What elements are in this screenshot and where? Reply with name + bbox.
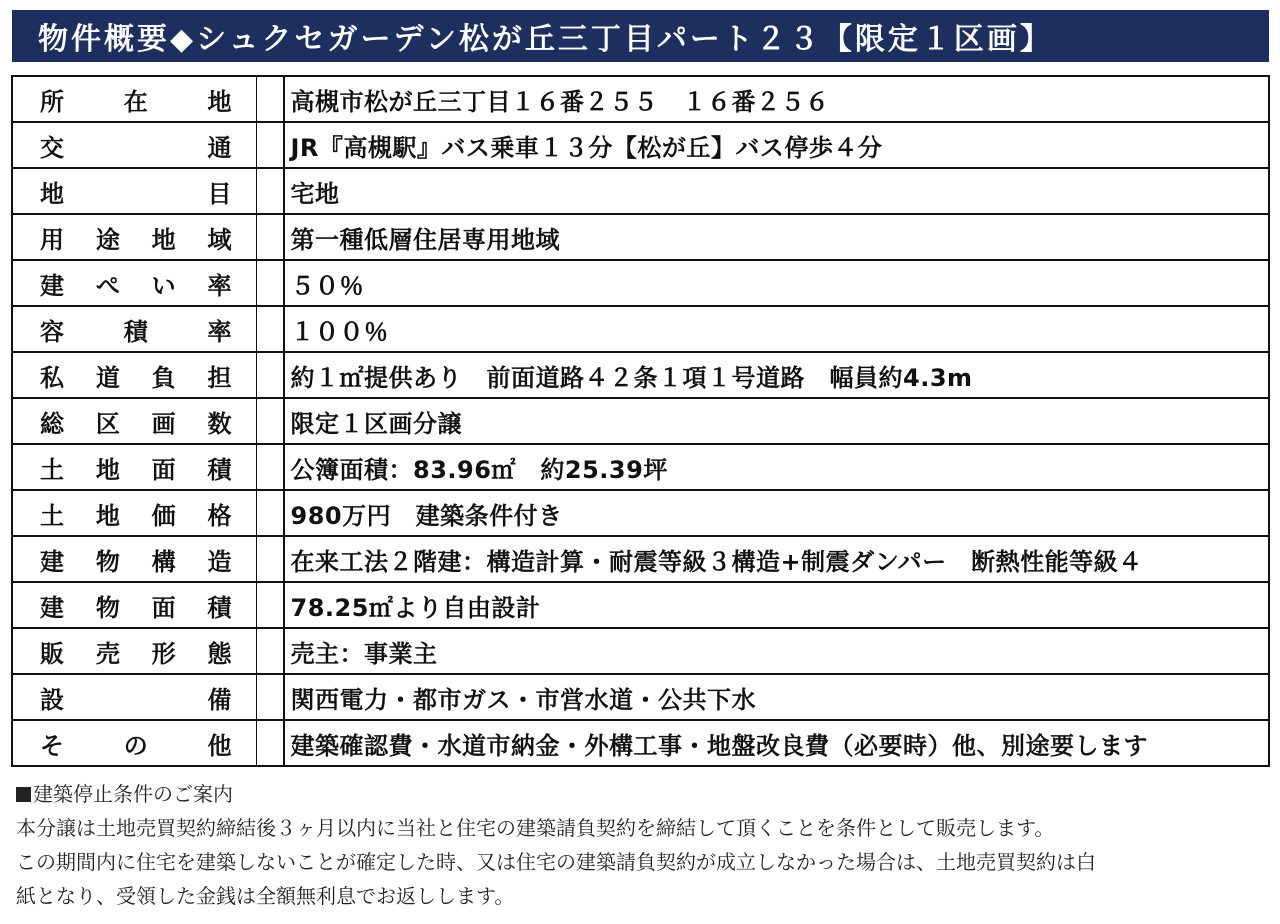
row-label-char: 所 — [40, 87, 64, 116]
row-label-cell — [12, 352, 256, 398]
table-row — [12, 398, 1269, 444]
row-label-char: 容 — [40, 317, 64, 346]
row-value: 建築確認費・水道市納金・外構工事・地盤改良費（必要時）他、別途要します — [290, 731, 1148, 760]
notes-line: 本分譲は土地売買契約締結後３ヶ月以内に当社と住宅の建築請負契約を締結して頂くことを条件として販売します。 — [16, 816, 1055, 840]
row-value: 980万円 建築条件付き — [284, 490, 1270, 536]
row-spacer-cell — [256, 352, 284, 398]
row-label-cell — [12, 536, 256, 582]
table-row — [12, 628, 1269, 674]
row-spacer-cell — [256, 398, 284, 444]
row-label-char: 道 — [95, 363, 120, 392]
row-label-char: 数 — [207, 409, 232, 438]
row-label — [40, 450, 232, 485]
row-value: 高槻市松が丘三丁目１６番２５５ １６番２５６ — [284, 76, 1270, 122]
row-value: 宅地 — [284, 168, 1270, 214]
row-label-char: 負 — [151, 363, 176, 392]
row-label-cell — [12, 444, 256, 490]
row-label-char: 区 — [95, 409, 120, 438]
row-label-cell — [12, 490, 256, 536]
row-label-char: 販 — [40, 639, 64, 668]
row-value: 関西電力・都市ガス・市営水道・公共下水 — [284, 674, 1270, 720]
row-label — [40, 358, 232, 393]
row-label-char: 域 — [207, 225, 232, 254]
row-label-char: 地 — [151, 225, 176, 254]
row-value: ５０％ — [284, 260, 1270, 306]
row-label-cell — [12, 398, 256, 444]
row-label-cell — [12, 674, 256, 720]
row-label-char: 地 — [95, 501, 120, 530]
row-label-char: 交 — [40, 133, 64, 162]
row-label-char: 地 — [40, 179, 64, 208]
row-label-char: 私 — [40, 363, 64, 392]
row-label — [40, 266, 232, 301]
row-label-char: 通 — [207, 133, 232, 162]
row-spacer-cell — [256, 214, 284, 260]
row-label-char: 率 — [207, 317, 232, 346]
row-label-char: 積 — [207, 593, 232, 622]
row-label-char: 画 — [151, 409, 176, 438]
row-spacer-cell — [256, 122, 284, 168]
row-label-char: の — [123, 731, 148, 760]
row-label-cell — [12, 720, 256, 766]
row-label-cell — [12, 260, 256, 306]
row-label-char: 売 — [95, 639, 120, 668]
row-label-cell — [12, 214, 256, 260]
row-value: 第一種低層住居専用地域 — [284, 214, 1270, 260]
row-label-char: 物 — [95, 547, 120, 576]
row-value: １００％ — [284, 306, 1270, 352]
notes-heading — [16, 777, 1266, 811]
table-row — [12, 352, 1269, 398]
row-label-char: 積 — [123, 317, 148, 346]
row-label-char: 担 — [207, 363, 232, 392]
row-label — [40, 588, 232, 623]
table-row — [12, 536, 1269, 582]
table-row — [12, 306, 1269, 352]
row-label-char: 造 — [207, 547, 232, 576]
row-label-char: い — [151, 271, 176, 300]
table-row — [12, 214, 1269, 260]
row-label-char: 地 — [207, 87, 232, 116]
row-spacer-cell — [256, 674, 284, 720]
row-spacer-cell — [256, 168, 284, 214]
property-summary-table — [11, 75, 1270, 767]
row-label-char: 建 — [40, 547, 64, 576]
table-row — [12, 720, 1269, 766]
row-label — [40, 680, 232, 715]
row-value: 売主：事業主 — [284, 628, 1270, 674]
row-value: 限定１区画分譲 — [284, 398, 1270, 444]
row-label-char: 形 — [151, 639, 176, 668]
table-row — [12, 76, 1269, 122]
table-row — [12, 122, 1269, 168]
notes-heading-text: 建築停止条件のご案内 — [33, 782, 233, 806]
row-spacer-cell — [256, 720, 284, 766]
row-label — [40, 128, 232, 163]
row-label — [40, 634, 232, 669]
row-label-char: 他 — [207, 731, 232, 760]
notes-line: 紙となり、受領した金銭は全額無利息でお返しします。 — [16, 884, 515, 908]
table-row — [12, 490, 1269, 536]
row-label-char: 目 — [207, 179, 232, 208]
row-label-char: 建 — [40, 593, 64, 622]
building-condition-notes — [16, 777, 1266, 913]
row-spacer-cell — [256, 536, 284, 582]
row-label-char: ぺ — [95, 271, 120, 300]
row-label-char: 率 — [207, 271, 232, 300]
row-label-cell — [12, 582, 256, 628]
row-label-char: 格 — [207, 501, 232, 530]
row-label-cell — [12, 168, 256, 214]
row-spacer-cell — [256, 490, 284, 536]
row-label-char: 価 — [151, 501, 176, 530]
table-row — [12, 674, 1269, 720]
table-row — [12, 260, 1269, 306]
row-spacer-cell — [256, 582, 284, 628]
row-label — [40, 312, 232, 347]
row-spacer-cell — [256, 628, 284, 674]
row-label-char: 総 — [40, 409, 64, 438]
property-summary-rows — [12, 76, 1269, 766]
row-value: 公簿面積：83.96㎡ 約25.39坪 — [284, 444, 1270, 490]
row-label-char: 途 — [95, 225, 120, 254]
row-label-char: 積 — [207, 455, 232, 484]
row-spacer-cell — [256, 306, 284, 352]
row-label — [40, 404, 232, 439]
row-value: 在来工法２階建：構造計算・耐震等級３構造+制震ダンパー 断熱性能等級４ — [284, 536, 1270, 582]
row-label-char: 土 — [40, 455, 64, 484]
table-row — [12, 582, 1269, 628]
row-label-cell — [12, 122, 256, 168]
black-square-icon — [16, 787, 31, 802]
row-label — [40, 82, 232, 117]
row-label-char: 態 — [207, 639, 232, 668]
row-label-char: 建 — [40, 271, 64, 300]
row-label-char: 地 — [95, 455, 120, 484]
page-title: 物件概要◆シュクセガーデン松が丘三丁目パート２３【限定１区画】 — [12, 10, 1269, 62]
row-label-char: 土 — [40, 501, 64, 530]
row-label — [40, 174, 232, 209]
row-spacer-cell — [256, 444, 284, 490]
table-row — [12, 168, 1269, 214]
row-label-cell — [12, 628, 256, 674]
row-value: JR『高槻駅』バス乗車１３分【松が丘】バス停歩４分 — [284, 122, 1270, 168]
row-label — [40, 726, 232, 761]
row-label — [40, 542, 232, 577]
notes-line: この期間内に住宅を建築しないことが確定した時、又は住宅の建築請負契約が成立しなかった場合は、土地売買契約は白 — [16, 850, 1096, 874]
row-label-char: 面 — [151, 455, 176, 484]
row-label-char: 設 — [40, 685, 64, 714]
row-label-char: そ — [40, 731, 64, 760]
row-label-char: 在 — [123, 87, 148, 116]
row-label — [40, 496, 232, 531]
row-label-char: 面 — [151, 593, 176, 622]
row-spacer-cell — [256, 260, 284, 306]
row-label-char: 構 — [151, 547, 176, 576]
row-label-char: 備 — [207, 685, 232, 714]
row-label — [40, 220, 232, 255]
row-value: 78.25㎡より自由設計 — [284, 582, 1270, 628]
row-label-char: 物 — [95, 593, 120, 622]
row-label-char: 用 — [40, 225, 64, 254]
table-row — [12, 444, 1269, 490]
row-value: 約１㎡提供あり 前面道路４２条１項１号道路 幅員約4.3m — [284, 352, 1270, 398]
row-label-cell — [12, 76, 256, 122]
row-spacer-cell — [256, 76, 284, 122]
row-label-cell — [12, 306, 256, 352]
